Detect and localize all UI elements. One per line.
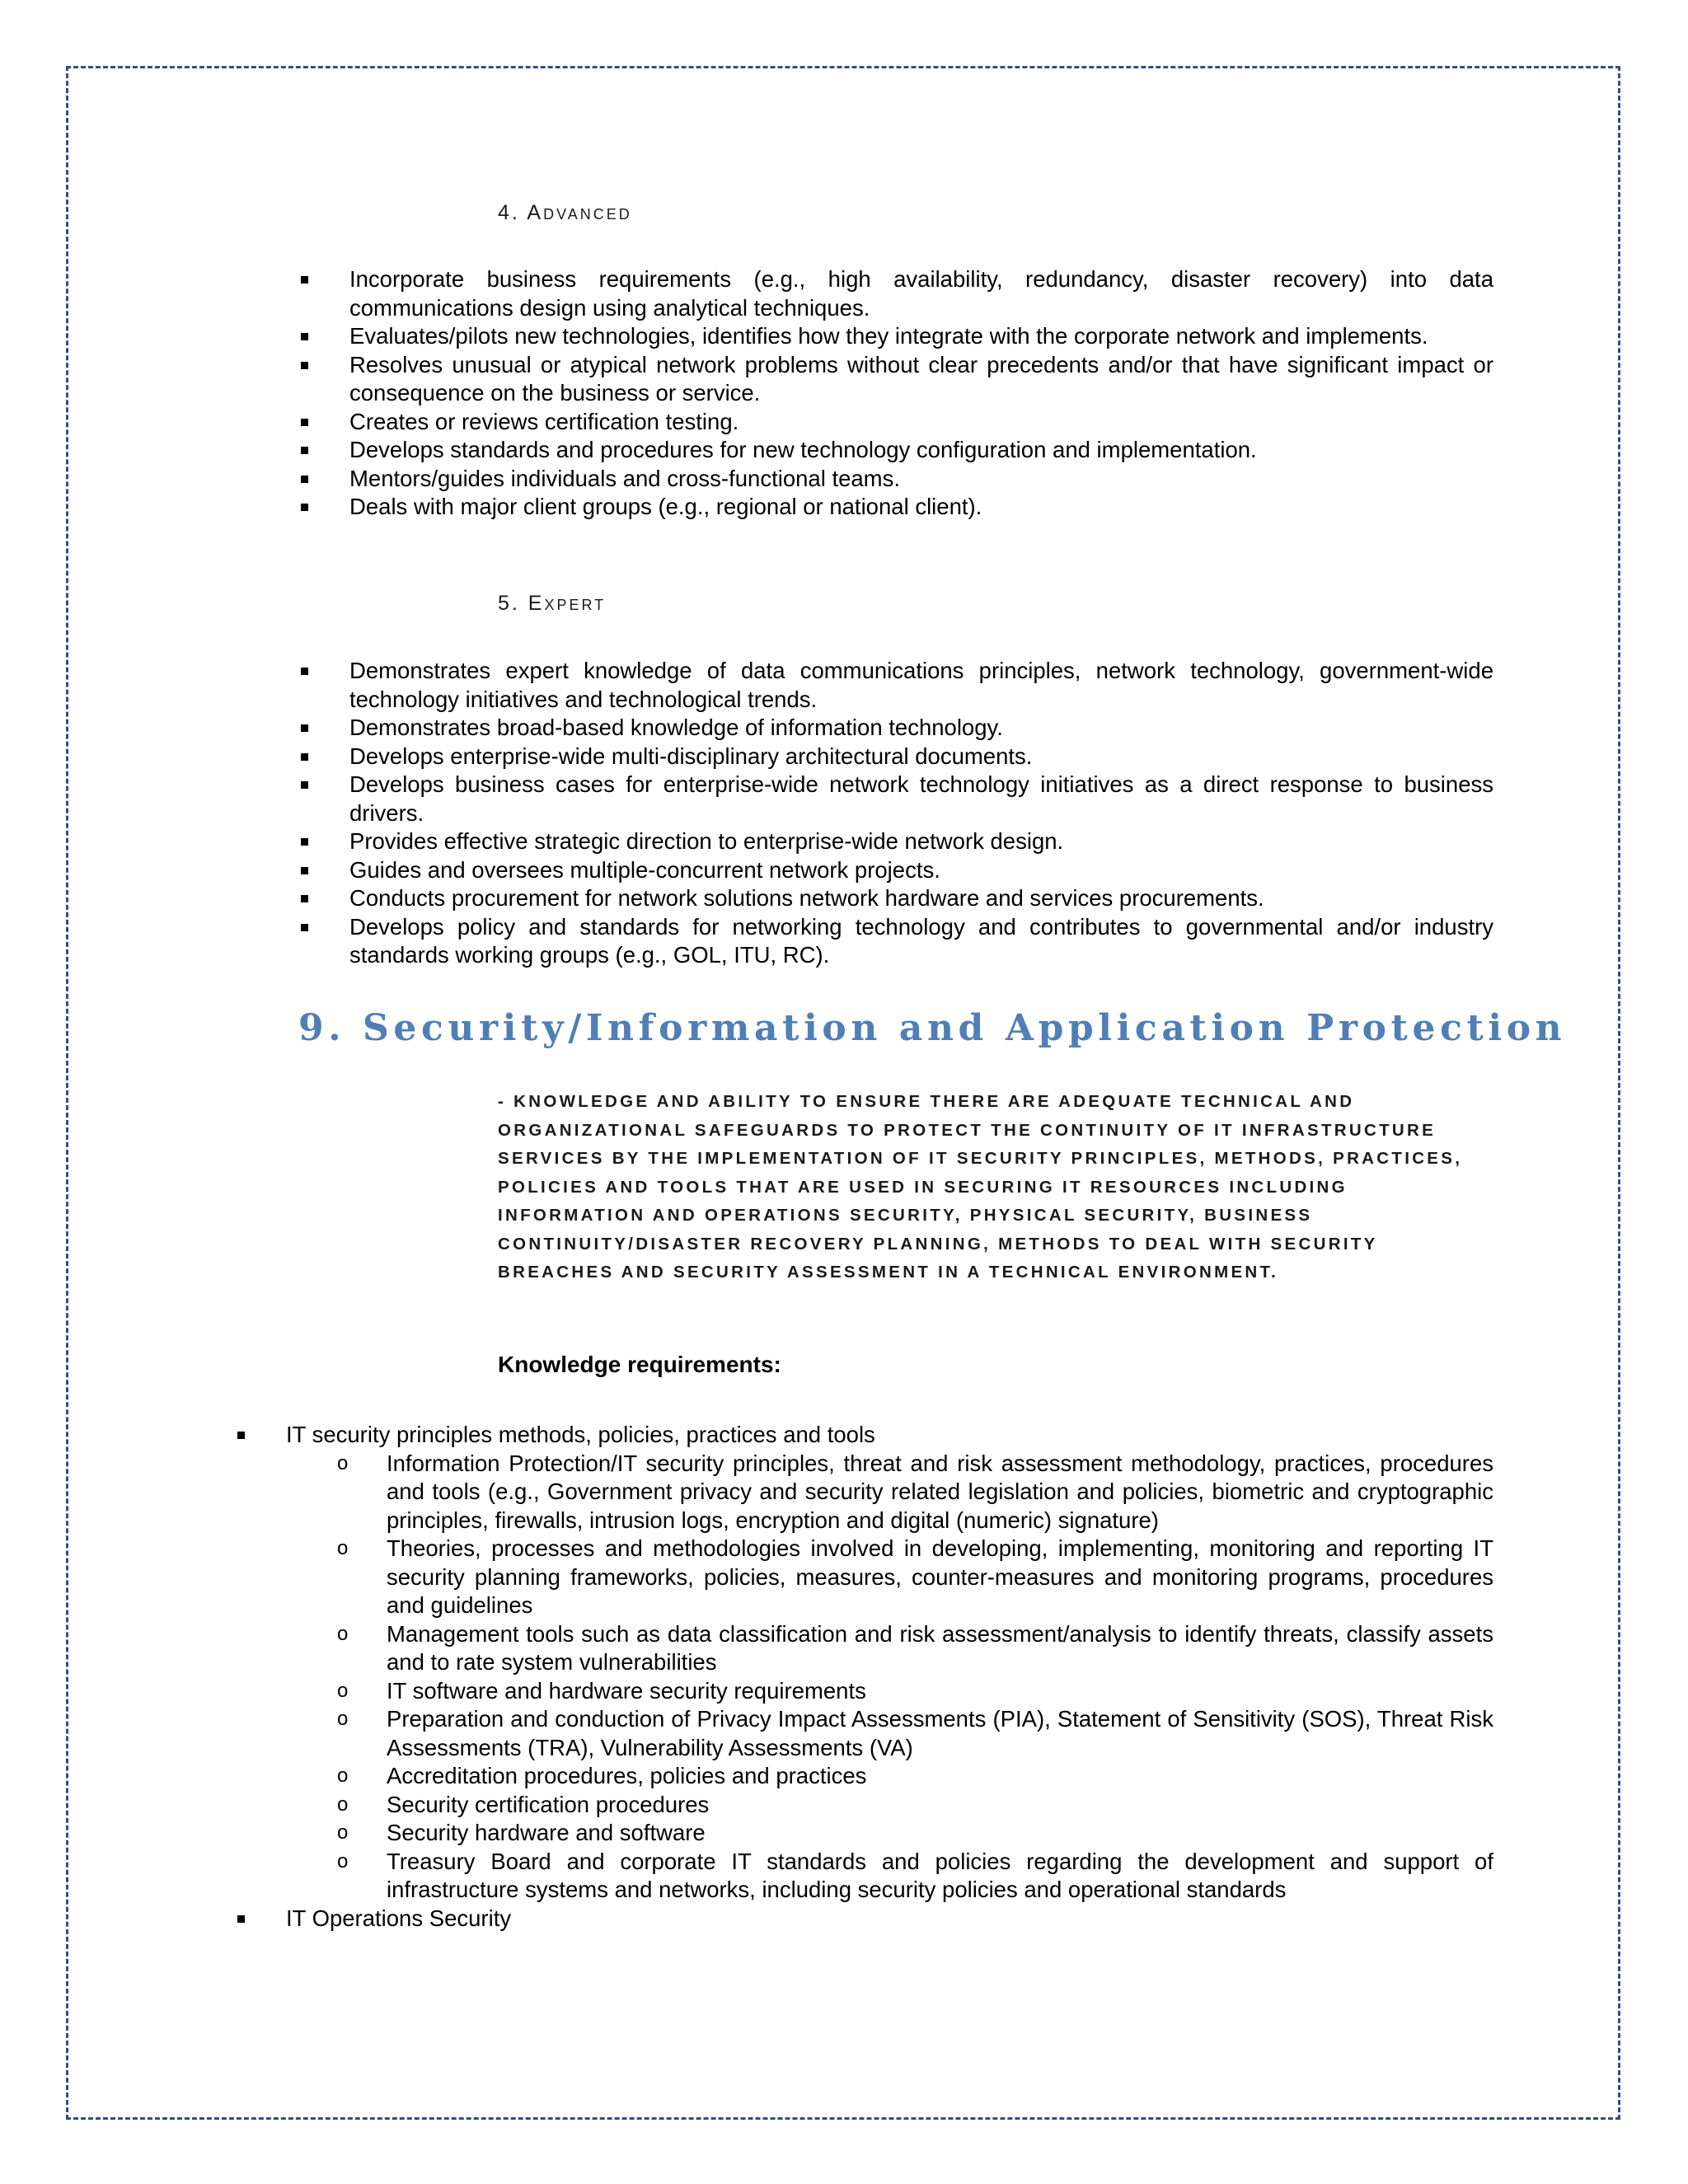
list-item: Mentors/guides individuals and cross-functional teams. bbox=[349, 465, 1493, 494]
sub-list-item: o Security hardware and software bbox=[387, 1819, 1493, 1848]
sub-list bbox=[286, 1450, 1493, 1905]
knowledge-requirements-label: Knowledge requirements: bbox=[498, 1352, 781, 1377]
knowledge-list bbox=[286, 1421, 1493, 1933]
sub-list-item: o IT software and hardware security requirements bbox=[387, 1677, 1493, 1706]
sub-list-item: o Treasury Board and corporate IT standards and policies regarding the development and support of infrastructure systems and networks, including security policies and operational standards bbox=[387, 1848, 1493, 1905]
sub-list-item: o Accreditation procedures, policies and practices bbox=[387, 1762, 1493, 1791]
sub-list-item: o Information Protection/IT security principles, threat and risk assessment methodology, practices, procedures and tools (e.g., Government privacy and security related legislation and policies, biometric and cryptographic principles, firewalls, intrusion logs, encryption and digital (numeric) signature) bbox=[387, 1450, 1493, 1535]
list-item: Demonstrates broad-based knowledge of information technology. bbox=[349, 714, 1493, 743]
list-item: Evaluates/pilots new technologies, identifies how they integrate with the corporate network and implements. bbox=[349, 322, 1493, 351]
list-item: Guides and oversees multiple-concurrent network projects. bbox=[349, 856, 1493, 885]
list-item: Deals with major client groups (e.g., regional or national client). bbox=[349, 493, 1493, 522]
list-item bbox=[286, 1421, 1493, 1905]
list-item: Develops standards and procedures for new technology configuration and implementation. bbox=[349, 436, 1493, 465]
advanced-heading-text: 4. Advanced bbox=[498, 201, 632, 224]
section-title: 9. Security/Information and Application Protection bbox=[298, 1007, 1567, 1049]
list-item-label: IT Operations Security bbox=[286, 1905, 512, 1931]
list-item bbox=[286, 1905, 1493, 1933]
expert-heading bbox=[498, 592, 606, 616]
list-item: Develops policy and standards for networking technology and contributes to governmental and/or industry standards working groups (e.g., GOL, ITU, RC). bbox=[349, 913, 1493, 970]
list-item: Conducts procurement for network solutions network hardware and services procurements. bbox=[349, 884, 1493, 913]
list-item-label: IT security principles methods, policies, practices and tools bbox=[286, 1422, 875, 1447]
list-item: Creates or reviews certification testing. bbox=[349, 408, 1493, 437]
list-item: Develops enterprise-wide multi-disciplinary architectural documents. bbox=[349, 743, 1493, 771]
list-item: Develops business cases for enterprise-wide network technology initiatives as a direct response to business drivers. bbox=[349, 771, 1493, 827]
expert-heading-text: 5. Expert bbox=[498, 592, 607, 615]
list-item: Incorporate business requirements (e.g., high availability, redundancy, disaster recovery) into data communications design using analytical techniques. bbox=[349, 265, 1493, 322]
expert-list bbox=[349, 657, 1493, 970]
section-description: - KNOWLEDGE AND ABILITY TO ENSURE THERE ARE ADEQUATE TECHNICAL AND ORGANIZATIONAL SAFEGUARDS TO PROTECT THE CONTINUITY OF IT INFRASTRUCTURE SERVICES BY THE IMPLEMENTATION OF IT SECURITY PRINCIPLES, METHODS, PRACTICES, POLICIES AND TOOLS THAT ARE USED IN SECURING IT RESOURCES INCLUDING INFORMATION AND OPERATIONS SECURITY, PHYSICAL SECURITY, BUSINESS CONTINUITY/DISASTER RECOVERY PLANNING, METHODS TO DEAL WITH SECURITY BREACHES AND SECURITY ASSESSMENT IN A TECHNICAL ENVIRONMENT. bbox=[498, 1092, 1463, 1282]
list-item: Resolves unusual or atypical network problems without clear precedents and/or that have significant impact or consequence on the business or service. bbox=[349, 351, 1493, 408]
list-item: Demonstrates expert knowledge of data communications principles, network technology, government-wide technology initiatives and technological trends. bbox=[349, 657, 1493, 714]
advanced-list bbox=[349, 265, 1493, 522]
sub-list-item: o Security certification procedures bbox=[387, 1791, 1493, 1820]
advanced-heading bbox=[498, 201, 632, 225]
sub-list-item: o Management tools such as data classification and risk assessment/analysis to identify threats, classify assets and to rate system vulnerabilities bbox=[387, 1620, 1493, 1677]
list-item: Provides effective strategic direction to enterprise-wide network design. bbox=[349, 827, 1493, 856]
sub-list-item: o Preparation and conduction of Privacy Impact Assessments (PIA), Statement of Sensitivity (SOS), Threat Risk Assessments (TRA), Vulnerability Assessments (VA) bbox=[387, 1705, 1493, 1762]
sub-list-item: o Theories, processes and methodologies involved in developing, implementing, monitoring and reporting IT security planning frameworks, policies, measures, counter-measures and monitoring programs, procedures and guidelines bbox=[387, 1535, 1493, 1620]
